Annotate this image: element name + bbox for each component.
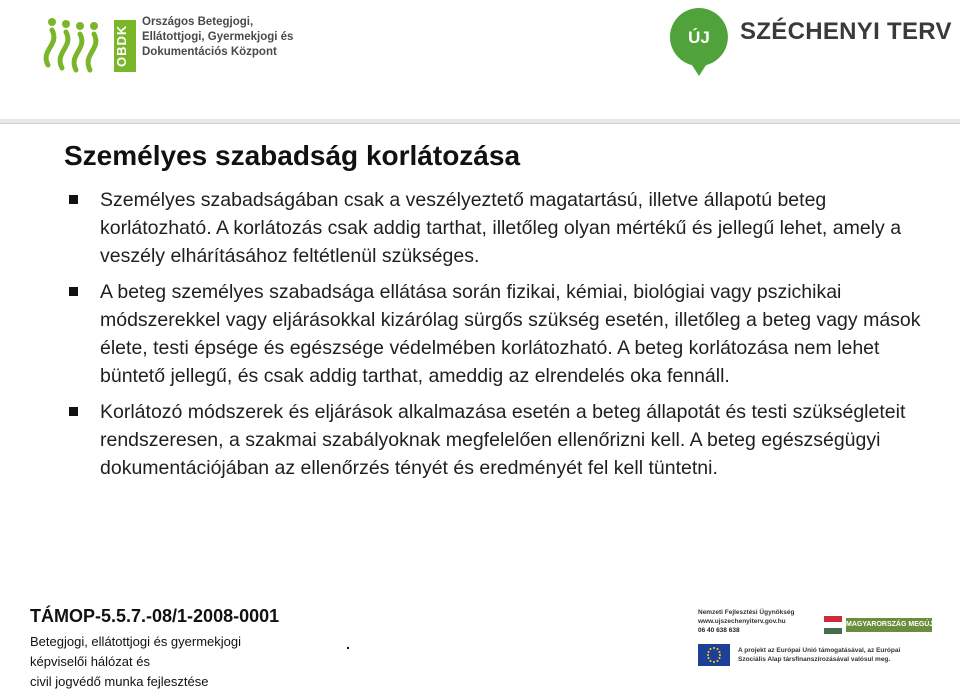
funding-banner bbox=[684, 604, 943, 680]
szechenyi-title: SZÉCHENYI TERV bbox=[740, 18, 952, 45]
slide-title: Személyes szabadság korlátozása bbox=[64, 140, 521, 171]
bullet-item bbox=[64, 398, 934, 482]
szechenyi-badge: ÚJ bbox=[688, 28, 710, 47]
obdk-acronym: OBDK bbox=[114, 20, 136, 72]
eu-funding-line: Szociális Alap társfinanszírozásával valósul meg. bbox=[738, 656, 891, 663]
eu-flag-icon bbox=[698, 644, 730, 666]
bullet-text: Korlátozó módszerek és eljárások alkalmazása esetén a beteg állapotát és testi szükségleteit rendszeresen, a szakmai szabályoknak megfelelően ellenőrizni kell. A beteg egészségügyi dokumentációjában az ellenőrzés tényét és eredményét fel kell tüntetni. bbox=[100, 401, 906, 479]
agency-info bbox=[698, 608, 818, 635]
square-bullet-icon bbox=[69, 195, 78, 204]
obdk-name-line: Országos Betegjogi, bbox=[142, 16, 254, 28]
eu-funding-text bbox=[738, 646, 934, 664]
separator-dot: . bbox=[346, 636, 350, 652]
square-bullet-icon bbox=[69, 407, 78, 416]
obdk-logo bbox=[38, 10, 294, 78]
square-bullet-icon bbox=[69, 287, 78, 296]
project-line: képviselői hálózat és bbox=[30, 654, 150, 669]
header-divider bbox=[0, 119, 960, 124]
agency-line: www.ujszechenyiterv.gov.hu bbox=[698, 618, 786, 625]
project-line: civil jogvédő munka fejlesztése bbox=[30, 674, 209, 689]
eu-funding-line: A projekt az Európai Unió támogatásával, az Európai bbox=[738, 647, 901, 654]
szechenyi-terv-logo bbox=[668, 0, 952, 80]
obdk-name-line: Dokumentációs Központ bbox=[142, 46, 277, 58]
agency-line: Nemzeti Fejlesztési Ügynökség bbox=[698, 609, 795, 616]
project-info bbox=[30, 606, 330, 692]
project-code: TÁMOP-5.5.7.-08/1-2008-0001 bbox=[30, 606, 280, 626]
agency-phone: 06 40 638 638 bbox=[698, 627, 740, 634]
bullet-item bbox=[64, 186, 934, 270]
bullet-text: Személyes szabadságában csak a veszélyeztető magatartású, illetve állapotú beteg korlátozható. A korlátozás csak addig tarthat, illetőleg olyan mértékű és jellegű lehet, amely a veszély elhárításához feltétlenül szükséges. bbox=[100, 189, 902, 267]
hungarian-flag-icon bbox=[824, 616, 842, 634]
bullet-text: A beteg személyes szabadsága ellátása során fizikai, kémiai, biológiai vagy pszichikai módszerekkel vagy eljárásokkal kizárólag sürgős szükség esetén, illetőleg a beteg vagy mások élete, testi épsége és egészsége védelmében korlátozható. A beteg korlátozása nem lehet büntető jellegű, és csak addig tarthat, ameddig az elrendelés oka fennáll. bbox=[100, 281, 921, 387]
obdk-name bbox=[142, 15, 302, 60]
obdk-name-line: Ellátottjogi, Gyermekjogi és bbox=[142, 31, 294, 43]
obdk-emblem-icon bbox=[38, 10, 112, 78]
bullet-list bbox=[64, 186, 934, 490]
banner-label: MAGYARORSZÁG MEGÚJUL bbox=[846, 618, 932, 632]
project-line: Betegjogi, ellátottjogi és gyermekjogi bbox=[30, 634, 242, 649]
bullet-item bbox=[64, 278, 934, 390]
